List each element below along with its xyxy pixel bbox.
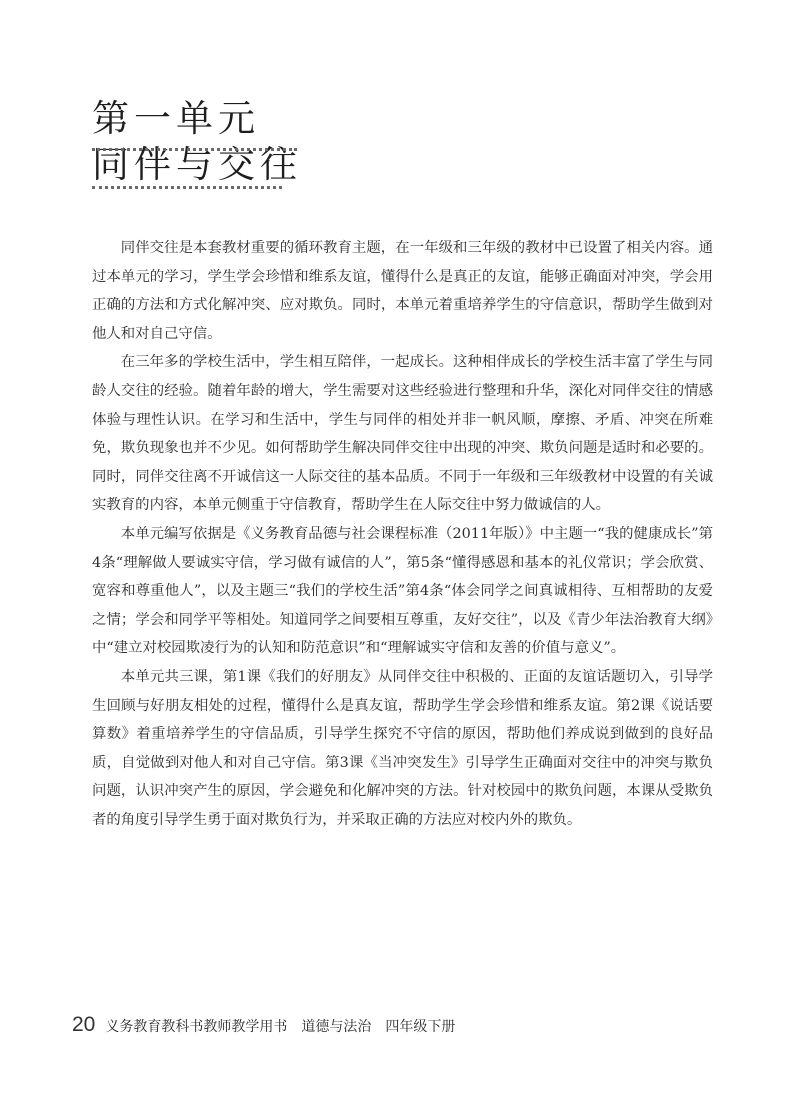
paragraph-3: 本单元编写依据是《义务教育品德与社会课程标准（2011年版）》中主题一“我的健康成长”第4条“理解做人要诚实守信，学习做有诚信的人”，第5条“懂得感恩和基本的礼仪常识；学会欣赏、宽容和尊重他人”，以及主题三“我们的学校生活”第4条“体会同学之间真诚相待、互相帮助的友爱之情；学会和同学平等相处。知道同学之间要相互尊重，友好交往”，以及《青少年法治教育大纲》中“建立对校园欺凌行为的认知和防范意识”和“理解诚实守信和友善的价值与意义”。 (92, 525, 713, 657)
paragraph-1: 同伴交往是本套教材重要的循环教育主题，在一年级和三年级的教材中已设置了相关内容。通过本单元的学习，学生学会珍惜和维系友谊，懂得什么是真正的友谊，能够正确面对冲突，学会用正确的方法和方式化解冲突、应对欺负。同时，本单元着重培养学生的守信意识，帮助学生做到对他人和对自己守信。 (92, 240, 713, 342)
subtitle-underline-dots (92, 186, 282, 189)
unit-heading (92, 96, 302, 188)
unit-number-title: 第一单元 (92, 97, 260, 140)
paragraph-2: 在三年多的学校生活中，学生相互陪伴，一起成长。这种相伴成长的学校生活丰富了学生与同龄人交往的经验。随着年龄的增大，学生需要对这些经验进行整理和升华，深化对同伴交往的情感体验与理性认识。在学习和生活中，学生与同伴的相处并非一帆风顺，摩擦、矛盾、冲突在所难免，欺负现象也并不少见。如何帮助学生解决同伴交往中出现的冲突、欺负问题是适时和必要的。同时，同伴交往离不开诚信这一人际交往的基本品质。不同于一年级和三年级教材中设置的有关诚实教育的内容，本单元侧重于守信教育，帮助学生在人际交往中努力做诚信的人。 (92, 354, 713, 514)
page-number: 20 (72, 1013, 96, 1036)
unit-topic-title: 同伴与交往 (92, 143, 302, 186)
title-underline-dots (92, 148, 297, 151)
page-footer (72, 1013, 455, 1039)
book-title: 义务教育教科书教师教学用书 道德与法治 四年级下册 (105, 1019, 456, 1035)
unit-introduction (92, 234, 713, 834)
paragraph-4: 本单元共三课，第1课《我们的好朋友》从同伴交往中积极的、正面的友谊话题切入，引导学生回顾与好朋友相处的过程，懂得什么是真友谊，帮助学生学会珍惜和维系友谊。第2课《说话要算数》着重培养学生的守信品质，引导学生探究不守信的原因，帮助他们养成说到做到的良好品质，自觉做到对他人和对自己守信。第3课《当冲突发生》引导学生正确面对交往中的冲突与欺负问题，认识冲突产生的原因，学会避免和化解冲突的方法。针对校园中的欺负问题，本课从受欺负者的角度引导学生勇于面对欺负行为，并采取正确的方法应对校内外的欺负。 (92, 668, 713, 828)
